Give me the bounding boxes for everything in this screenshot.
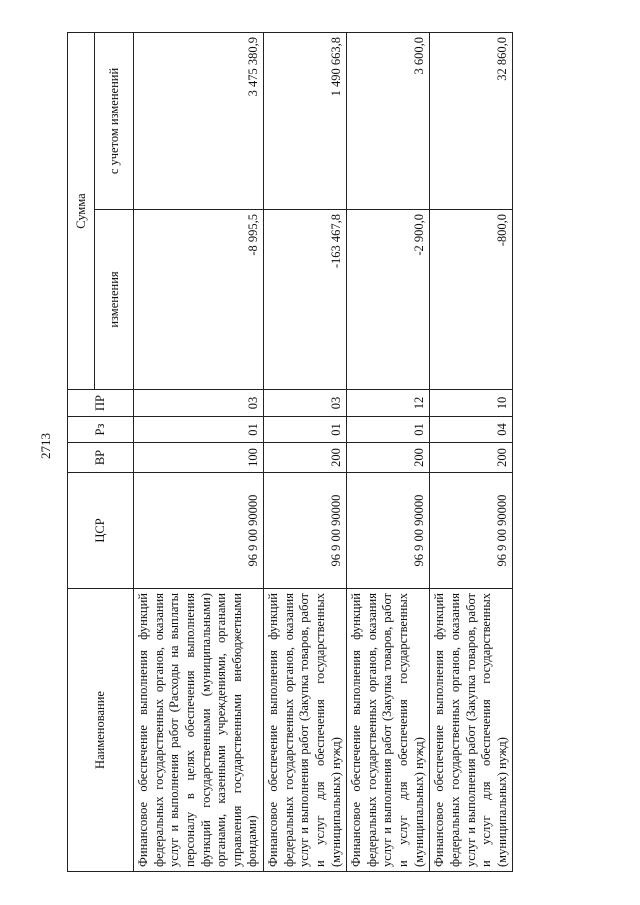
row-name: Финансовое обеспечение выполнения функций федеральных государственных органов, оказания услуг и выполнения работ (Закупка товаров, работ и услуг для обеспечения государственных (муниципальных) нужд) — [264, 589, 347, 872]
row-with-changes: 32 860,0 — [430, 33, 513, 210]
row-vr: 100 — [134, 443, 264, 473]
row-changes: -8 995,5 — [134, 210, 264, 390]
header-vr: ВР — [68, 443, 134, 473]
row-csr: 96 9 00 90000 — [430, 473, 513, 589]
rotated-page-content — [67, 33, 572, 872]
table-row — [430, 33, 513, 872]
header-pr: ПР — [68, 390, 134, 417]
row-vr: 200 — [264, 443, 347, 473]
table-row — [264, 33, 347, 872]
header-name: Наименование — [68, 589, 134, 872]
row-pr: 12 — [347, 390, 430, 417]
row-csr: 96 9 00 90000 — [134, 473, 264, 589]
row-rz: 04 — [430, 417, 513, 443]
row-name: Финансовое обеспечение выполнения функций федеральных государственных органов, оказания услуг и выполнения работ (Закупка товаров, работ и услуг для обеспечения государственных (муниципальных) нужд) — [430, 589, 513, 872]
row-with-changes: 1 490 663,8 — [264, 33, 347, 210]
row-csr: 96 9 00 90000 — [264, 473, 347, 589]
row-with-changes: 3 475 380,9 — [134, 33, 264, 210]
row-pr: 03 — [264, 390, 347, 417]
table-row — [347, 33, 430, 872]
row-vr: 200 — [347, 443, 430, 473]
row-changes: -2 900,0 — [347, 210, 430, 390]
row-rz: 01 — [347, 417, 430, 443]
header-rz: Рз — [68, 417, 134, 443]
header-changes: изменения — [95, 210, 134, 390]
page-number: 2713 — [38, 433, 53, 459]
row-changes: -800,0 — [430, 210, 513, 390]
row-changes: -163 467,8 — [264, 210, 347, 390]
row-vr: 200 — [430, 443, 513, 473]
row-pr: 03 — [134, 390, 264, 417]
row-pr: 10 — [430, 390, 513, 417]
header-row-1 — [68, 33, 95, 872]
row-name: Финансовое обеспечение выполнения функций федеральных государственных органов, оказания услуг и выполнения работ (Закупка товаров, работ и услуг для обеспечения государственных (муниципальных) нужд) — [347, 589, 430, 872]
row-csr: 96 9 00 90000 — [347, 473, 430, 589]
row-rz: 01 — [264, 417, 347, 443]
budget-table — [67, 32, 513, 872]
header-sum: Сумма — [68, 33, 95, 390]
row-name: Финансовое обеспечение выполнения функций федеральных государственных органов, оказания услуг и выполнения работ (Расходы на выплаты персоналу в целях обеспечения выполнения функций государственными (муниципальными) органами, казенными учреждениями, органами управления государственными внебюджетными фондами) — [134, 589, 264, 872]
header-csr: ЦСР — [68, 473, 134, 589]
header-with-changes: с учетом изменений — [95, 33, 134, 210]
row-with-changes: 3 600,0 — [347, 33, 430, 210]
table-row — [134, 33, 264, 872]
row-rz: 01 — [134, 417, 264, 443]
